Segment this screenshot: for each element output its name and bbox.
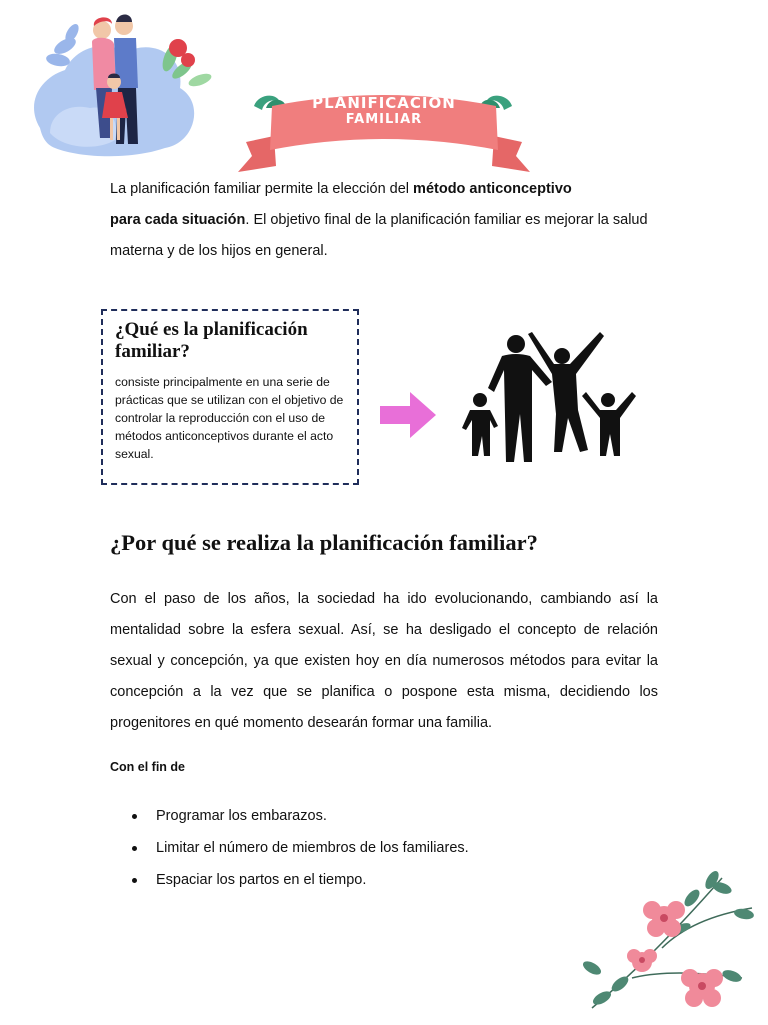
intro-text-2: . El objetivo final de la planificación familiar es mejorar la salud materna y de los hijos en general. bbox=[110, 212, 648, 259]
intro-paragraph bbox=[110, 174, 670, 267]
list-item: Espaciar los partos en el tiempo. bbox=[128, 864, 469, 896]
definition-box bbox=[101, 309, 359, 485]
list-item: Programar los embarazos. bbox=[128, 800, 469, 832]
flower-decoration bbox=[572, 858, 762, 1020]
purpose-list bbox=[128, 800, 469, 896]
definition-title: ¿Qué es la planificación familiar? bbox=[115, 319, 308, 362]
title-banner bbox=[236, 86, 532, 178]
purpose-label: Con el fin de bbox=[110, 760, 185, 774]
section-heading: ¿Por qué se realiza la planificación familiar? bbox=[110, 530, 538, 555]
list-item: Limitar el número de miembros de los familiares. bbox=[128, 832, 469, 864]
family-illustration bbox=[20, 8, 220, 168]
banner-title-line1: PLANIFICACIÓN bbox=[312, 94, 456, 112]
intro-bold-1: método anticonceptivo bbox=[413, 181, 572, 197]
section-paragraph: Con el paso de los años, la sociedad ha ido evolucionando, cambiando así la mentalidad sobre la esfera sexual. Así, se ha desligado el concepto de relación sexual y concepción, ya que existen hoy en día numerosos métodos para evitar la concepción a la vez que se planifica o pospone esta misma, decidiendo los progenitores en qué momento desearán formar una familia. bbox=[110, 591, 658, 731]
intro-text-1: La planificación familiar permite la elección del bbox=[110, 181, 414, 197]
intro-bold-2: para cada situación bbox=[110, 212, 246, 228]
banner-title-line2: FAMILIAR bbox=[345, 112, 423, 127]
arrow-right-icon bbox=[380, 390, 438, 440]
family-silhouette-icon bbox=[462, 330, 642, 465]
definition-text: consiste principalmente en una serie de prácticas que se utilizan con el objetivo de controlar la reproducción con el uso de métodos anticonceptivos durante el acto sexual. bbox=[115, 375, 344, 461]
